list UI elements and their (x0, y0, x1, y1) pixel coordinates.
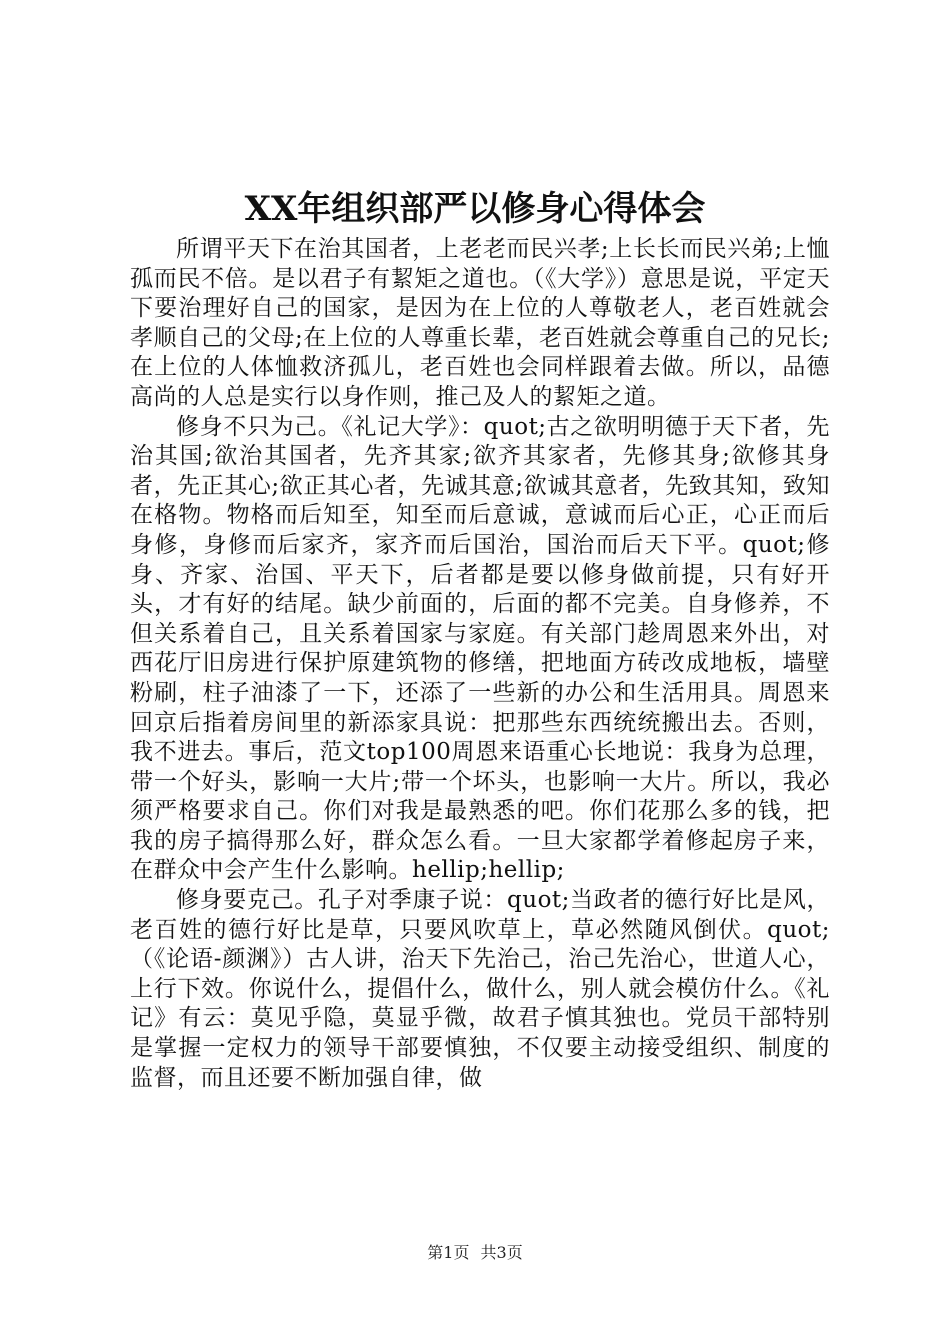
paragraph-2: 修身不只为己。《礼记大学》：quot;古之欲明明德于天下者，先治其国;欲治其国者，先齐其家;欲齐其家者，先修其身;欲修其身者，先正其心;欲正其心者，先诚其意;欲诚其意者，先致其知，致知在格物。物格而后知至，知至而后意诚，意诚而后心正，心正而后身修，身修而后家齐，家齐而后国治，国治而后天下平。quot;修身、齐家、治国、平天下，后者都是要以修身做前提，只有好开头，才有好的结尾。缺少前面的，后面的都不完美。自身修养，不但关系着自己，且关系着国家与家庭。有关部门趁周恩来外出，对西花厅旧房进行保护原建筑物的修缮，把地面方砖改成地板，墙壁粉刷，柱子油漆了一下，还添了一些新的办公和生活用具。周恩来回京后指着房间里的新添家具说：把那些东西统统搬出去。否则，我不进去。事后，范文top100周恩来语重心长地说：我身为总理，带一个好头，影响一大片;带一个坏头，也影响一大片。所以，我必须严格要求自己。你们对我是最熟悉的吧。你们花那么多的钱，把我的房子搞得那么好，群众怎么看。一旦大家都学着修起房子来，在群众中会产生什么影响。hellip;hellip; (130, 413, 830, 884)
page-number: 第1页 (427, 1243, 470, 1262)
document-body (130, 235, 830, 1093)
page-footer (0, 1242, 950, 1264)
paragraph-1: 所谓平天下在治其国者，上老老而民兴孝;上长长而民兴弟;上恤孤而民不倍。是以君子有絜矩之道也。（《大学》）意思是说，平定天下要治理好自己的国家，是因为在上位的人尊敬老人，老百姓就会孝顺自己的父母;在上位的人尊重长辈，老百姓就会尊重自己的兄长;在上位的人体恤救济孤儿，老百姓也会同样跟着去做。所以，品德高尚的人总是实行以身作则，推己及人的絜矩之道。 (130, 236, 830, 410)
page-total: 共3页 (480, 1243, 523, 1262)
paragraph-3: 修身要克己。孔子对季康子说：quot;当政者的德行好比是风，老百姓的德行好比是草，只要风吹草上，草必然随风倒伏。quot;（《论语-颜渊》）古人讲，治天下先治己，治己先治心，世道人心，上行下效。你说什么，提倡什么，做什么，别人就会模仿什么。《礼记》有云：莫见乎隐，莫显乎微，故君子慎其独也。党员干部特别是掌握一定权力的领导干部要慎独，不仅要主动接受组织、制度的监督，而且还要不断加强自律，做 (130, 887, 830, 1091)
document-title: XX年组织部严以修身心得体会 (244, 189, 706, 229)
